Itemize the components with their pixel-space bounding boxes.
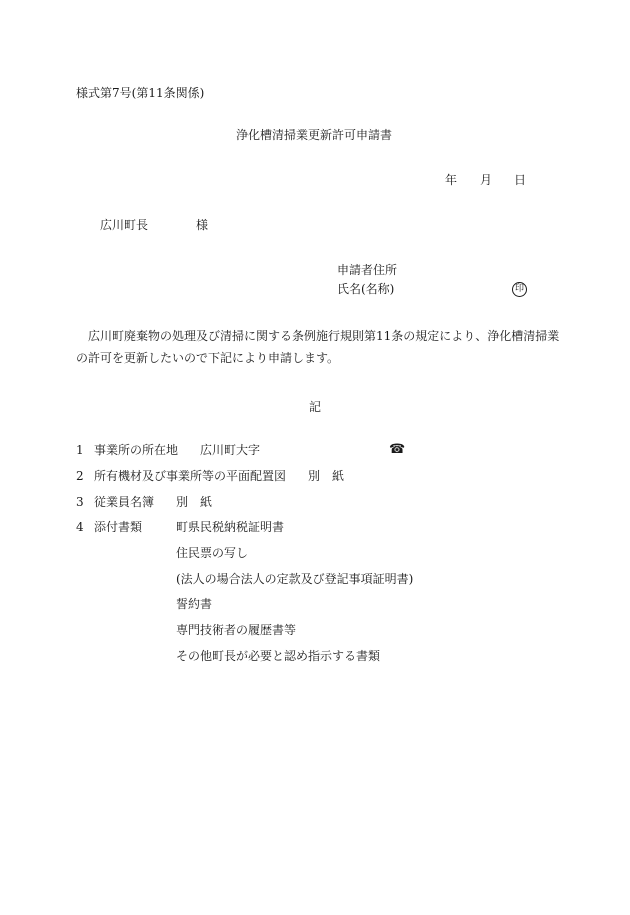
attachment-list-item: その他町長が必要と認め指示する書類 <box>176 649 381 663</box>
applicant-address-label: 申請者住所 <box>337 263 398 277</box>
ki-heading: 記 <box>309 400 322 414</box>
form-number: 様式第7号(第11条関係) <box>76 86 205 100</box>
telephone-icon <box>389 442 405 458</box>
item-label-office-location: 事業所の所在地 <box>94 443 179 457</box>
item-label-attachments: 添付書類 <box>94 520 143 534</box>
item-value-office-location: 広川町大字 <box>200 443 261 457</box>
addressee-name: 広川町長 <box>100 218 149 232</box>
date-day-label: 日 <box>514 173 527 187</box>
applicant-name-label: 氏名(名称) <box>337 282 395 296</box>
item-value-employee-list: 別 紙 <box>176 495 213 509</box>
item-number: 3 <box>76 495 84 509</box>
body-text-line-1: 広川町廃棄物の処理及び清掃に関する条例施行規則第11条の規定により、浄化槽清掃業 <box>88 329 560 343</box>
item-label-employee-list: 従業員名簿 <box>94 495 155 509</box>
item-value-equipment-layout: 別 紙 <box>308 469 345 483</box>
seal-mark: 印 <box>512 282 527 297</box>
attachment-list-item: (法人の場合法人の定款及び登記事項証明書) <box>176 572 414 586</box>
document-title: 浄化槽清掃業更新許可申請書 <box>236 128 393 142</box>
item-label-equipment-layout: 所有機材及び事業所等の平面配置図 <box>94 469 287 483</box>
item-number: 1 <box>76 443 84 457</box>
addressee-honorific: 様 <box>196 218 209 232</box>
attachment-list-item: 住民票の写し <box>176 546 249 560</box>
attachment-list-item: 町県民税納税証明書 <box>176 520 285 534</box>
attachment-list-item: 誓約書 <box>176 597 213 611</box>
body-text-line-2: の許可を更新したいので下記により申請します。 <box>76 351 340 365</box>
item-number: 4 <box>76 520 84 534</box>
date-year-label: 年 <box>445 173 458 187</box>
attachment-list-item: 専門技術者の履歴書等 <box>176 623 297 637</box>
item-number: 2 <box>76 469 84 483</box>
date-month-label: 月 <box>480 173 493 187</box>
